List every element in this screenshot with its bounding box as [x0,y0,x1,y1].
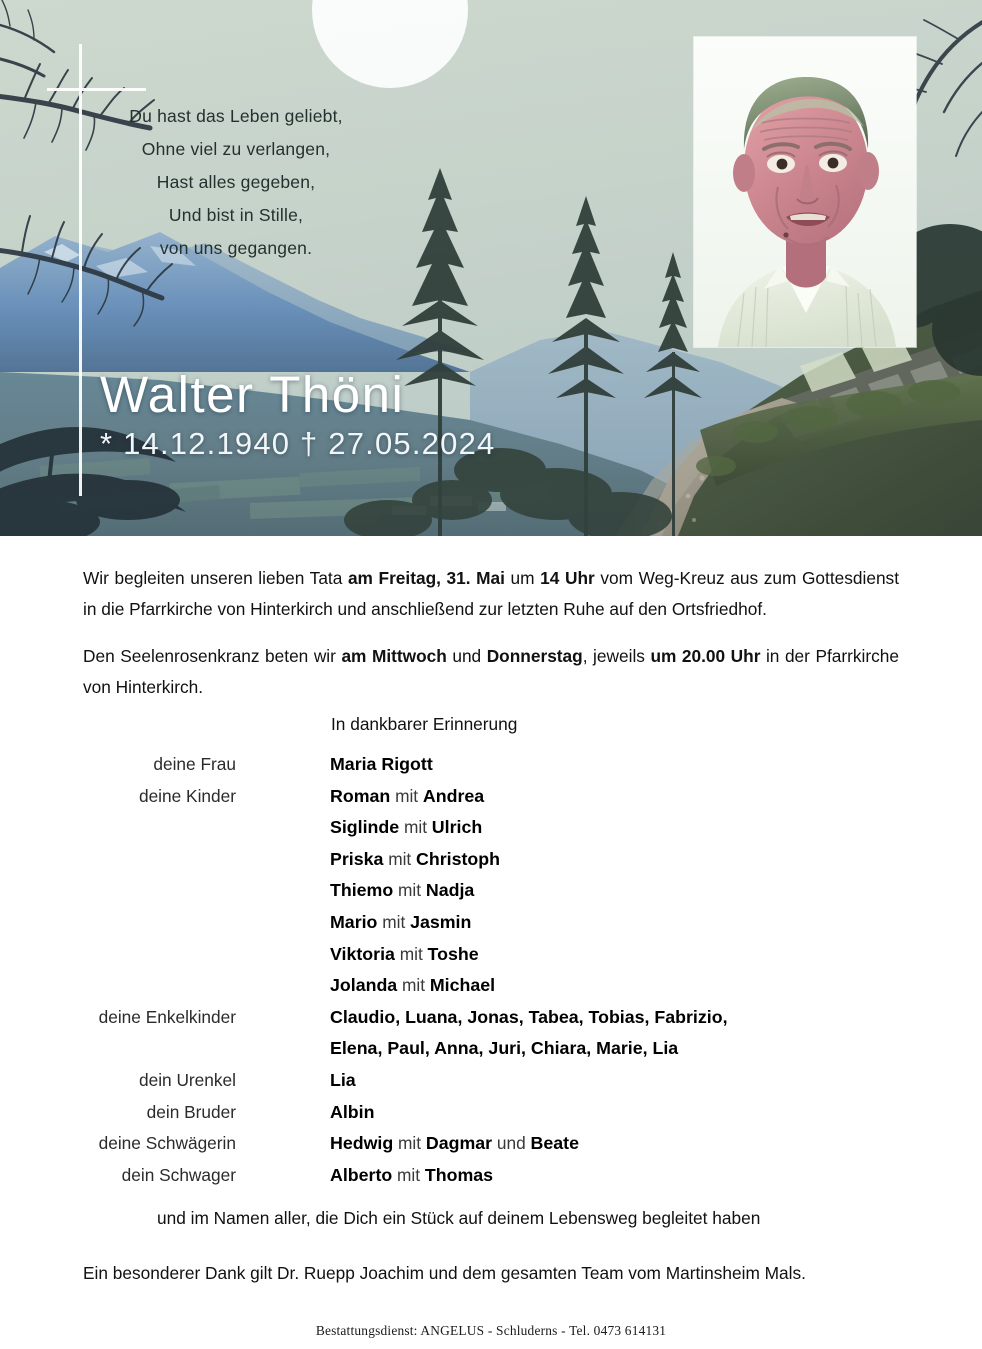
remembrance-heading: In dankbarer Erinnerung [331,714,518,734]
family-names: Alberto mit Thomas [330,1164,494,1185]
memorial-poem [86,100,386,265]
poem-line-4: Und bist in Stille, [168,205,304,225]
family-names: Roman mit Andrea [330,785,485,806]
family-list [0,754,982,1196]
family-names: Siglinde mit Ulrich [330,817,483,838]
family-row [0,880,982,912]
portrait-photo [694,37,916,347]
poem-line-1: Du hast das Leben geliebt, [129,106,343,126]
family-row: deine Schwägerin Hedwig mit Dagmar und Beate [98,1133,579,1154]
announcement-paragraph-2: Den Seelenrosenkranz beten wir am Mittwoch und Donnerstag, jeweils um 20.00 Uhr in der Pfarrkirche von Hinterkirch. [83,646,899,697]
family-names: Jolanda mit Michael [330,975,496,996]
deceased-name: Walter Thöni [100,366,405,423]
portrait-illustration [694,37,916,347]
family-row: dein Urenkel Lia [138,1069,356,1090]
family-row: deine Frau Maria Rigott [153,754,433,774]
memorial-hero-image [0,0,982,536]
poem-line-2: Ohne viel zu verlangen, [141,139,331,159]
cross-horizontal-bar [47,88,146,91]
family-row [0,944,982,976]
family-row: dein Schwager Alberto mit Thomas [121,1164,494,1185]
family-row [0,849,982,881]
poem-line-5: von uns gegangen. [159,238,313,258]
family-names: Hedwig mit Dagmar und Beate [330,1133,579,1154]
cross-vertical-bar [79,44,82,496]
family-row: deine Enkelkinder Claudio, Luana, Jonas, Tabea, Tobias, Fabrizio, [98,1006,728,1027]
poem-line-3: Hast alles gegeben, [156,172,316,192]
family-names: Elena, Paul, Anna, Juri, Chiara, Marie, Lia [330,1038,679,1059]
family-names: Mario mit Jasmin [330,911,472,932]
family-names: Maria Rigott [330,754,433,774]
family-row: dein Bruder Albin [146,1101,375,1122]
family-names: Albin [330,1101,375,1122]
family-names: Thiemo mit Nadja [330,880,475,901]
family-names: Claudio, Luana, Jonas, Tabea, Tobias, Fabrizio, [330,1006,728,1027]
family-row [0,975,982,1007]
family-row [0,912,982,944]
announcement-paragraph-1: Wir begleiten unseren lieben Tata am Freitag, 31. Mai um 14 Uhr vom Weg-Kreuz aus zum Gottesdienst in die Pfarrkirche von Hinterkirch und anschließend zur letzten Ruhe auf den Ortsfriedhof. [83,568,899,619]
family-names: Lia [330,1069,356,1090]
family-row [0,1038,982,1070]
family-row: deine Kinder Roman mit Andrea [138,785,485,806]
family-closing-line: und im Namen aller, die Dich ein Stück auf deinem Lebensweg begleitet haben [157,1208,761,1228]
special-thanks-line: Ein besonderer Dank gilt Dr. Ruepp Joachim und dem gesamten Team vom Martinsheim Mals. [83,1263,806,1283]
announcement-body [0,536,982,1338]
family-names: Priska mit Christoph [330,848,500,869]
family-names: Viktoria mit Toshe [330,943,479,964]
funeral-service-footer: Bestattungsdienst: ANGELUS - Schluderns - Tel. 0473 614131 [315,1323,667,1338]
family-row [0,817,982,849]
deceased-dates: * 14.12.1940 † 27.05.2024 [100,426,496,461]
